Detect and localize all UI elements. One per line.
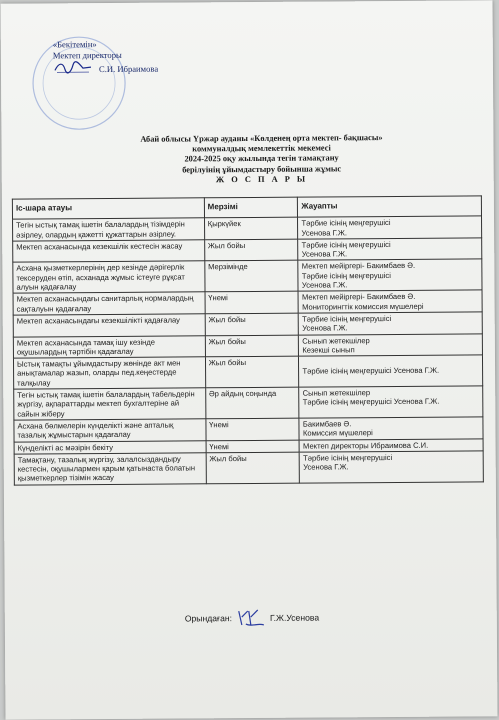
header-line-4: берілуінің ұйымдастыру бойынша жұмыс — [182, 163, 342, 175]
approval-name: С.И. Ибраимова — [98, 63, 159, 74]
responsible-cell: Мектеп мейіргері- Бакимбаев Ә. Тәрбие ісінің меңгерушісі Усенова Г.Ж. — [298, 259, 482, 291]
term-cell: Әр айдың соңында — [205, 387, 299, 419]
term-cell: Мерзімінде — [205, 261, 299, 293]
document-page — [1, 0, 498, 719]
term-cell: Жыл бойы — [205, 335, 299, 357]
table-row — [13, 355, 482, 389]
column-header-term: Мерзімі — [204, 197, 298, 218]
document-title: Ж О С П А Р Ы — [215, 174, 308, 185]
term-cell: Жыл бойы — [204, 239, 298, 261]
header-line-3: 2024-2025 оқу жылында тегін тамақтану — [184, 153, 339, 164]
approval-block — [53, 38, 253, 74]
event-cell: Мектеп асханасында кезекшілік кестесін жасау — [13, 240, 205, 263]
event-cell: Күнделікті ас мәзірін бекіту — [14, 440, 206, 454]
responsible-cell: Мектеп директоры Ибраимова С.И. — [299, 438, 483, 452]
plan-table — [12, 195, 484, 485]
term-cell: Үнемі — [206, 418, 300, 440]
responsible-cell: Сынып жетекшілер Тәрбие ісінің меңгерушісі Усенова Г.Ж. — [299, 386, 483, 418]
term-cell: Жыл бойы — [205, 313, 299, 335]
performer-label: Орындаған: — [184, 613, 233, 624]
responsible-cell: Мектеп мейіргері- Бакимбаев Ә. Мониторингтік комиссия мүшелері — [298, 290, 482, 313]
responsible-cell: Сынып жетекшілер Кезекші сынып — [299, 333, 483, 356]
performer-signature — [236, 607, 266, 629]
responsible-cell: Тәрбие ісінің меңгерушісі Усенова Г.Ж. — [298, 238, 482, 261]
director-signature — [53, 60, 93, 74]
term-cell: Үнемі — [206, 440, 300, 453]
table-row — [14, 386, 483, 420]
event-cell: Мектеп асханасында тамақ ішу кезінде оқушылардың тәртібін қадағалау — [13, 335, 205, 358]
term-cell: Қыркүйек — [204, 217, 298, 239]
approval-title: «Бекітемін» — [52, 39, 97, 50]
responsible-cell: Тәрбие ісінің меңгерушісі Усенова Г.Ж. — [298, 216, 482, 239]
event-cell: Асхана бөлмелерін күнделікті және апталық тазалық жұмыстарын қадағалау — [14, 419, 206, 442]
event-cell: Мектеп асханасындағы санитарлық нормалардың сақталуын қадағалау — [13, 292, 205, 315]
table-row — [14, 451, 483, 485]
header-line-1: Абай облысы Үржар ауданы «Көлденең орта мектеп- бақшасы» — [140, 133, 383, 144]
signature-footer — [185, 606, 385, 629]
responsible-cell: Тәрбие ісінің меңгерушісі Усенова Г.Ж. — [299, 312, 483, 335]
event-cell: Тегін ыстық тамақ ішетін балалардың табельдерін жүргізу, ақпараттарды мектеп бухгалтеріне ай сайын жіберу — [14, 388, 206, 420]
term-cell: Үнемі — [205, 292, 299, 314]
term-cell: Жыл бойы — [206, 452, 300, 484]
event-cell: Тегін ыстық тамақ ішетін балалардың тізімдерін әзірлеу, олардың қажетті құжаттарын әзірлеу. — [13, 218, 205, 241]
responsible-cell: Тәрбие ісінің меңгерушісі Усенова Г.Ж. — [300, 451, 484, 483]
performer-name: Г.Ж.Усенова — [270, 612, 320, 623]
table-row — [13, 259, 482, 293]
event-cell: Асхана қызметкерлерінің дер кезінде дәрігерлік тексеруден өтіп, асханада жұмыс істеуге рұқсат алуын қадағалау — [13, 261, 205, 293]
column-header-event: Іс-шара атауы — [12, 198, 204, 220]
event-cell: Ыстық тамақты ұйымдастыру жөнінде акт мен анықтамалар жазып, оларды пед.кеңестерде талқылау — [13, 357, 205, 389]
event-cell: Тамақтану, тазалық жүргізу, залалсыздандыру кестесін, оқушылармен қарым қатынаста болатын қызметкерлер тізімін жасау — [14, 453, 206, 485]
document-header — [61, 133, 461, 187]
header-line-2: коммуналдық мемлекеттік мекемесі — [192, 143, 331, 154]
term-cell: Жыл бойы — [205, 356, 299, 388]
event-cell: Мектеп асханасындағы кезекшілікті қадағалау — [13, 314, 205, 337]
responsible-cell: Бакимбаев Ә. Комиссия мүшелері — [299, 417, 483, 440]
approval-position: Мектеп директоры — [52, 49, 122, 60]
responsible-cell: Тәрбие ісінің меңгерушісі Усенова Г.Ж. — [299, 355, 483, 387]
column-header-responsible: Жауапты — [298, 196, 482, 218]
